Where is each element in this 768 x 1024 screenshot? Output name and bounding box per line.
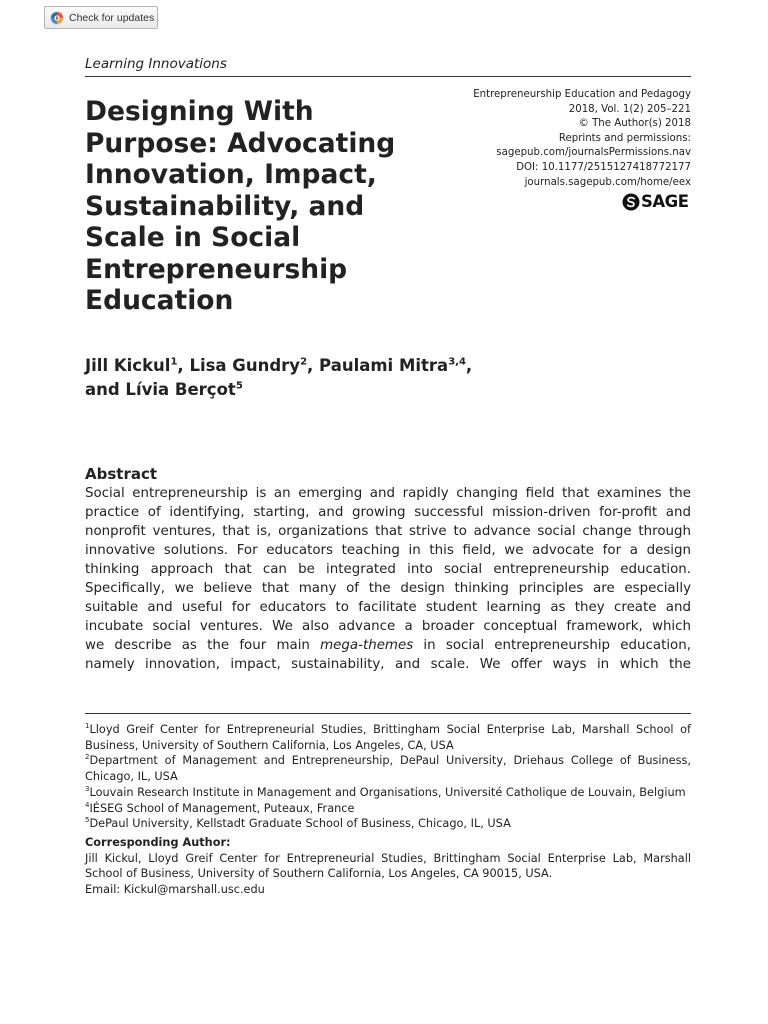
footnote-rule: [85, 713, 691, 714]
affiliation-text: Louvain Research Institute in Management and Organisations, Université Catholique de Louvain, Belgium: [89, 785, 686, 799]
abstract-line: nonprofit ventures, that is, organizations that strive to advance social change through: [85, 524, 691, 539]
meta-reprints: Reprints and permissions:: [558, 132, 691, 144]
publication-meta: [391, 88, 691, 190]
author-separator: ,: [307, 356, 320, 375]
abstract-body: [85, 484, 691, 674]
affiliation-3: [85, 785, 691, 801]
affiliation-text: Lloyd Greif Center for Entrepreneurial Studies, Brittingham Social Enterprise Lab, Marshall School of Business, University of Southern California, Los Angeles, CA, USA: [85, 723, 691, 752]
affiliation-number: 3: [85, 785, 90, 794]
abstract-line: suitable and useful for educators to facilitate student learning as they create and: [85, 600, 691, 615]
author-separator: ,: [177, 356, 190, 375]
abstract-line: practice of identifying, starting, and growing successful mission-driven for-profit and: [85, 505, 691, 520]
journal-section-label: Learning Innovations: [85, 56, 227, 72]
affiliation-number: 4: [85, 800, 90, 809]
abstract-line-mega-themes: [85, 636, 691, 655]
meta-journal-link[interactable]: journals.sagepub.com/home/eex: [524, 176, 691, 188]
author-2-affiliation: 2: [300, 356, 308, 368]
author-2: Lisa Gundry: [189, 356, 301, 375]
abstract-heading: Abstract: [85, 465, 158, 483]
author-4: and Lívia Berçot: [85, 380, 236, 399]
article-title: Designing With Purpose: Advocating Innovation, Impact, Sustainability, and Scale in Social Entrepreneurship Education: [85, 96, 396, 316]
author-3-affiliation: 3,4: [448, 356, 466, 368]
meta-permissions-link[interactable]: sagepub.com/journalsPermissions.nav: [496, 147, 691, 159]
abstract-line: thinking approach that can be integrated into social entrepreneurship education.: [85, 562, 691, 577]
mega-themes-term: mega-themes: [320, 638, 414, 653]
corresponding-email[interactable]: Email: Kickul@marshall.usc.edu: [85, 883, 265, 897]
meta-doi[interactable]: DOI: 10.1177/2515127418772177: [516, 161, 691, 173]
affiliation-number: 2: [85, 753, 90, 762]
sage-s-icon: [622, 193, 640, 211]
sage-wordmark: SAGE: [641, 192, 689, 211]
corresponding-author-heading: Corresponding Author:: [85, 835, 231, 849]
affiliation-text: IÉSEG School of Management, Puteaux, France: [89, 801, 355, 815]
affiliation-number: 1: [85, 722, 90, 731]
check-for-updates-icon: [50, 11, 64, 25]
meta-copyright: © The Author(s) 2018: [578, 118, 691, 130]
affiliation-5: [85, 816, 691, 832]
affiliation-text: Department of Management and Entrepreneurship, DePaul University, Driehaus College of Business, Chicago, IL, USA: [85, 754, 691, 784]
abstract-line: innovative solutions. For educators teaching in this field, we advocate for a design: [85, 543, 691, 558]
author-1: Jill Kickul: [85, 356, 171, 375]
abstract-line: Specifically, we believe that many of the design thinking principles are especially: [85, 581, 691, 596]
author-3: Paulami Mitra: [319, 356, 449, 375]
affiliation-1: [85, 722, 691, 753]
header-rule: [85, 76, 691, 77]
author-4-affiliation: 5: [235, 380, 243, 392]
abstract-line: Social entrepreneurship is an emerging and rapidly changing field that examines the: [85, 486, 691, 501]
check-for-updates-button[interactable]: [44, 6, 158, 29]
affiliation-text: DePaul University, Kellstadt Graduate School of Business, Chicago, IL, USA: [89, 817, 511, 831]
abstract-line: namely innovation, impact, sustainability, and scale. We offer ways in which the: [85, 657, 691, 672]
corresponding-author-text: Jill Kickul, Lloyd Greif Center for Entrepreneurial Studies, Brittingham Social Enterprise Lab, Marshall School of Business, University of Southern California, Los Angeles, CA 90015, USA.: [85, 851, 691, 881]
abstract-text: we describe as the four main: [85, 638, 321, 653]
author-1-affiliation: 1: [170, 356, 178, 368]
affiliation-number: 5: [85, 816, 90, 825]
author-list: [85, 354, 645, 402]
sage-logo: [622, 192, 688, 211]
affiliation-2: [85, 753, 691, 784]
check-for-updates-label: Check for updates: [69, 11, 155, 24]
author-separator: ,: [465, 356, 473, 375]
meta-volume: 2018, Vol. 1(2) 205–221: [568, 103, 691, 115]
affiliation-4: [85, 801, 691, 817]
abstract-line: incubate social ventures. We also advance a broader conceptual framework, which: [85, 619, 691, 634]
meta-journal: Entrepreneurship Education and Pedagogy: [473, 89, 691, 100]
footnotes: [85, 722, 691, 898]
abstract-text: in social entrepreneurship education,: [413, 638, 691, 653]
